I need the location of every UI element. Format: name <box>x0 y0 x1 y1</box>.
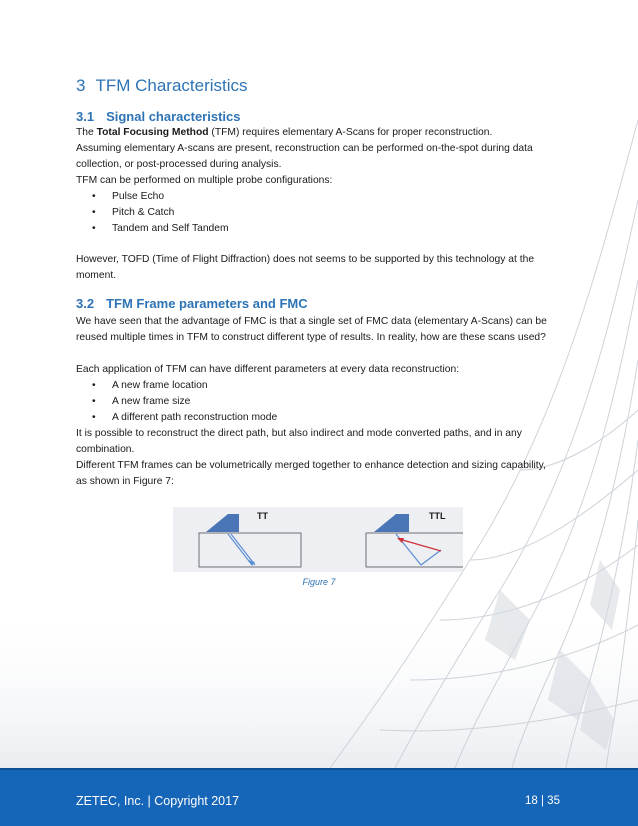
figure-7-image <box>173 507 463 572</box>
left-probe-wedge <box>206 514 239 532</box>
list-item: • A new frame location <box>76 378 277 394</box>
text-line: combination. <box>76 444 135 455</box>
text-line: It is possible to reconstruct the direct path, but also indirect and mode converted paths, and in any <box>76 428 522 439</box>
text-line: collection, or post-processed during analysis. <box>76 159 282 170</box>
paragraph-paths <box>76 426 566 458</box>
text-line: Different TFM frames can be volumetrically merged together to enhance detection and sizing capability, <box>76 460 546 471</box>
parameter-list <box>76 378 277 426</box>
text-run: The <box>76 127 97 138</box>
paragraph-tfm-intro <box>76 125 566 141</box>
subsection-heading-3-1 <box>76 109 240 124</box>
subsection-heading-3-2 <box>76 296 308 311</box>
label-tt: TT <box>257 511 268 521</box>
tt-diagram <box>199 511 301 567</box>
text-line: We have seen that the advantage of FMC is that a single set of FMC data (elementary A-Scans) can be <box>76 316 547 327</box>
paragraph-tofd <box>76 252 566 284</box>
footer-copyright: ZETEC, Inc. | Copyright 2017 <box>76 794 240 808</box>
probe-config-list <box>76 189 229 237</box>
figure-caption: Figure 7 <box>302 577 336 587</box>
list-item: • Tandem and Self Tandem <box>76 221 229 237</box>
paragraph-frames-merge <box>76 458 566 490</box>
subsection-number: 3.1 <box>76 109 95 124</box>
paragraph-reconstruction <box>76 141 566 173</box>
right-test-block <box>366 533 463 567</box>
page-number: 18 | 35 <box>525 795 560 807</box>
paragraph-configurations: TFM can be performed on multiple probe configurations: <box>76 175 333 186</box>
subsection-number: 3.2 <box>76 296 95 311</box>
bold-term: Total Focusing Method <box>96 127 209 138</box>
tfm-paths-diagram <box>173 507 463 572</box>
label-ttl: TTL <box>429 511 446 521</box>
paragraph-fmc-advantage <box>76 314 566 346</box>
text-line: moment. <box>76 270 117 281</box>
subsection-title: Signal characteristics <box>106 109 241 124</box>
right-probe-wedge <box>374 514 409 532</box>
list-item: • A new frame size <box>76 394 277 410</box>
text-line: as shown in Figure 7: <box>76 476 174 487</box>
text-line: Assuming elementary A-scans are present, reconstruction can be performed on-the-spot during data <box>76 143 533 154</box>
list-item: • A different path reconstruction mode <box>76 410 277 426</box>
section-title: TFM Characteristics <box>95 76 248 95</box>
text-line: reused multiple times in TFM to construct different type of results. In reality, how are these scans used? <box>76 332 546 343</box>
subsection-title: TFM Frame parameters and FMC <box>106 296 308 311</box>
section-heading <box>76 76 248 96</box>
text-run: (TFM) requires elementary A-Scans for proper reconstruction. <box>208 127 493 138</box>
footer-divider <box>0 768 638 770</box>
paragraph-parameters: Each application of TFM can have different parameters at every data reconstruction: <box>76 364 460 375</box>
ttl-diagram <box>366 511 463 567</box>
section-number: 3 <box>76 76 86 95</box>
text-line: However, TOFD (Time of Flight Diffraction) does not seems to be supported by this technology at the <box>76 254 535 265</box>
list-item: • Pitch & Catch <box>76 205 229 221</box>
list-item: • Pulse Echo <box>76 189 229 205</box>
